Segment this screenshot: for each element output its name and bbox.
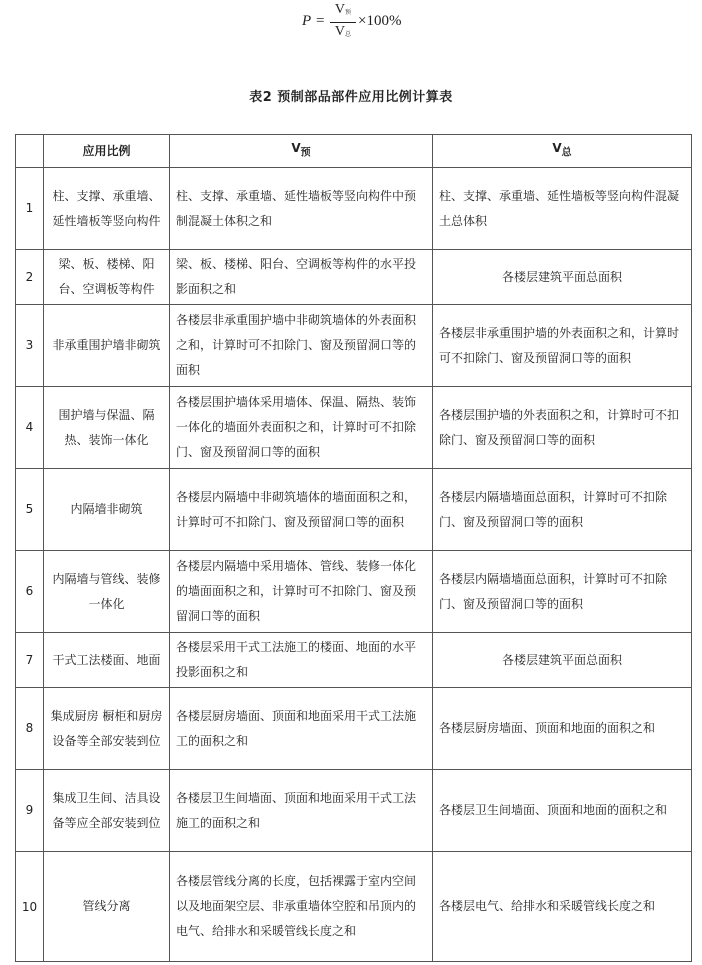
row-v-total: 各楼层内隔墙墙面总面积，计算时可不扣除门、窗及预留洞口等的面积 <box>433 551 692 633</box>
row-number: 4 <box>16 387 44 469</box>
table-caption: 表2 预制部品部件应用比例计算表 <box>249 90 453 105</box>
row-v-pre: 各楼层围护墙体采用墙体、保温、隔热、装饰一体化的墙面外表面积之和，计算时可不扣除门、窗及预留洞口等的面积 <box>170 387 433 469</box>
row-number: 9 <box>16 770 44 852</box>
row-ratio-name: 柱、支撑、承重墙、延性墙板等竖向构件 <box>44 168 170 250</box>
table-row <box>16 852 692 962</box>
table-row <box>16 469 692 551</box>
row-v-total: 各楼层内隔墙墙面总面积，计算时可不扣除门、窗及预留洞口等的面积 <box>433 469 692 551</box>
row-v-pre: 各楼层厨房墙面、顶面和地面采用干式工法施工的面积之和 <box>170 688 433 770</box>
row-v-total: 各楼层电气、给排水和采暖管线长度之和 <box>433 852 692 962</box>
header-v-total: $V_总$ <box>433 135 692 168</box>
row-v-pre: 各楼层采用干式工法施工的楼面、地面的水平投影面积之和 <box>170 633 433 688</box>
row-v-pre: 各楼层卫生间墙面、顶面和地面采用干式工法施工的面积之和 <box>170 770 433 852</box>
row-ratio-name: 围护墙与保温、隔热、装饰一体化 <box>44 387 170 469</box>
formula-times: ×100% <box>358 13 402 29</box>
row-v-total: 各楼层非承重围护墙的外表面积之和，计算时可不扣除门、窗及预留洞口等的面积 <box>433 305 692 387</box>
table-row <box>16 250 692 305</box>
formula-fraction <box>330 2 356 43</box>
table-row <box>16 551 692 633</box>
row-v-total: 各楼层建筑平面总面积 <box>433 250 692 305</box>
row-number: 6 <box>16 551 44 633</box>
row-number: 3 <box>16 305 44 387</box>
table-header-row <box>16 135 692 168</box>
row-ratio-name: 管线分离 <box>44 852 170 962</box>
table-row <box>16 305 692 387</box>
row-number: 1 <box>16 168 44 250</box>
row-v-pre: 梁、板、楼梯、阳台、空调板等构件的水平投影面积之和 <box>170 250 433 305</box>
header-index <box>16 135 44 168</box>
row-number: 10 <box>16 852 44 962</box>
row-v-pre: 各楼层非承重围护墙中非砌筑墙体的外表面积之和，计算时可不扣除门、窗及预留洞口等的面积 <box>170 305 433 387</box>
table-row <box>16 770 692 852</box>
ratio-table <box>15 134 692 962</box>
row-v-total: 各楼层卫生间墙面、顶面和地面的面积之和 <box>433 770 692 852</box>
formula-equals: = <box>316 13 325 29</box>
formula <box>0 0 702 56</box>
row-v-pre: 各楼层内隔墙中采用墙体、管线、装修一体化的墙面面积之和，计算时可不扣除门、窗及预留洞口等的面积 <box>170 551 433 633</box>
row-ratio-name: 干式工法楼面、地面 <box>44 633 170 688</box>
row-v-pre: 各楼层内隔墙中非砌筑墙体的墙面面积之和，计算时可不扣除门、窗及预留洞口等的面积 <box>170 469 433 551</box>
row-ratio-name: 集成厨房 橱柜和厨房设备等全部安装到位 <box>44 688 170 770</box>
table-row <box>16 688 692 770</box>
row-v-pre: 柱、支撑、承重墙、延性墙板等竖向构件中预制混凝土体积之和 <box>170 168 433 250</box>
table-row <box>16 387 692 469</box>
row-v-total: 各楼层建筑平面总面积 <box>433 633 692 688</box>
fraction-bar <box>330 22 356 23</box>
header-ratio: 应用比例 <box>44 135 170 168</box>
row-v-pre: 各楼层管线分离的长度，包括裸露于室内空间以及地面架空层、非承重墙体空腔和吊顶内的电气、给排水和采暖管线长度之和 <box>170 852 433 962</box>
row-number: 2 <box>16 250 44 305</box>
row-ratio-name: 内隔墙与管线、装修一体化 <box>44 551 170 633</box>
row-v-total: 各楼层厨房墙面、顶面和地面的面积之和 <box>433 688 692 770</box>
row-ratio-name: 非承重围护墙非砌筑 <box>44 305 170 387</box>
row-number: 8 <box>16 688 44 770</box>
row-v-total: 柱、支撑、承重墙、延性墙板等竖向构件混凝土总体积 <box>433 168 692 250</box>
formula-lhs: P <box>302 13 312 29</box>
table-row <box>16 168 692 250</box>
row-ratio-name: 集成卫生间、洁具设备等应全部安装到位 <box>44 770 170 852</box>
header-v-pre: $V_预$ <box>170 135 433 168</box>
formula-numerator: $V_预$ <box>334 2 352 17</box>
row-ratio-name: 梁、板、楼梯、阳台、空调板等构件 <box>44 250 170 305</box>
row-v-total: 各楼层围护墙的外表面积之和，计算时可不扣除门、窗及预留洞口等的面积 <box>433 387 692 469</box>
row-number: 7 <box>16 633 44 688</box>
formula-denominator: $V_总$ <box>334 24 352 39</box>
row-number: 5 <box>16 469 44 551</box>
row-ratio-name: 内隔墙非砌筑 <box>44 469 170 551</box>
table-row <box>16 633 692 688</box>
